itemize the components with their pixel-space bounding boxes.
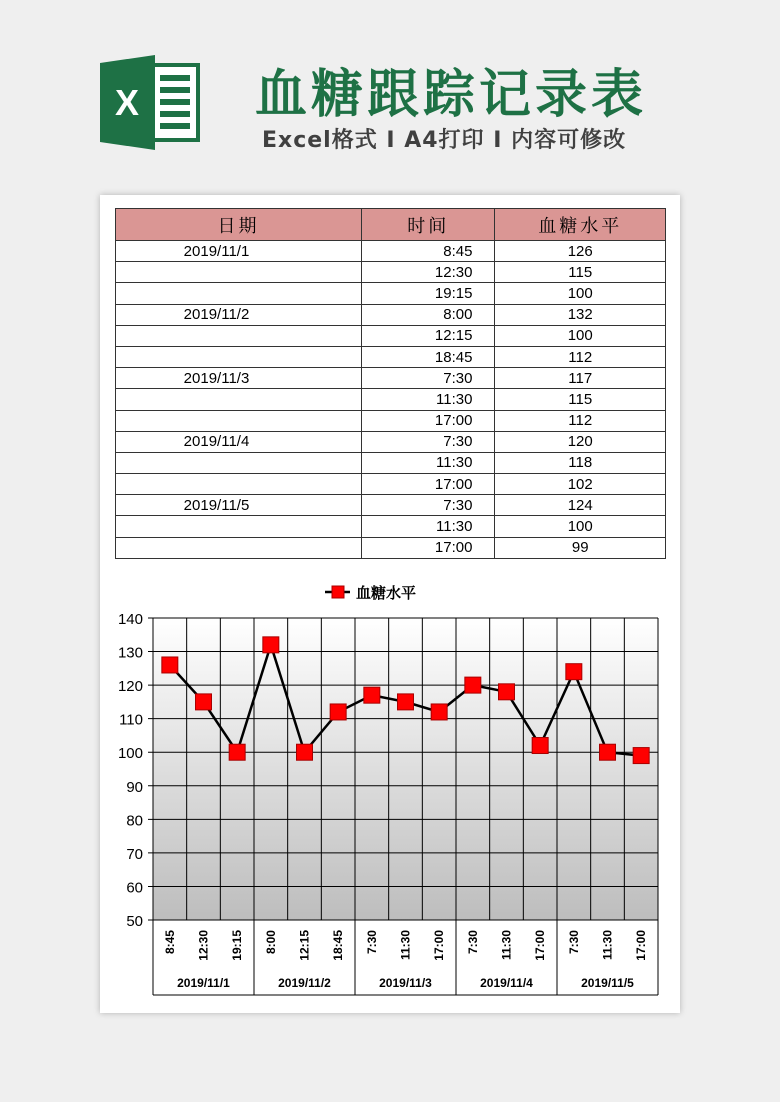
x-tick-label: 17:00 [533, 930, 548, 961]
page-subtitle: Excel格式 I A4打印 I 内容可修改 [262, 128, 627, 153]
data-point [499, 684, 515, 700]
time-cell[interactable]: 8:45 [361, 241, 494, 262]
legend-marker [332, 586, 344, 598]
level-cell[interactable]: 112 [495, 410, 666, 431]
time-cell[interactable]: 7:30 [361, 495, 494, 516]
level-cell[interactable]: 100 [495, 283, 666, 304]
data-point [431, 704, 447, 720]
time-cell[interactable]: 12:30 [361, 262, 494, 283]
date-cell[interactable] [116, 474, 362, 495]
x-group-label: 2019/11/5 [581, 976, 634, 990]
header-date: 日期 [116, 209, 362, 241]
x-tick-label: 11:30 [600, 930, 615, 961]
level-cell[interactable]: 100 [495, 325, 666, 346]
level-cell[interactable]: 117 [495, 368, 666, 389]
x-group-label: 2019/11/4 [480, 976, 533, 990]
time-cell[interactable]: 11:30 [361, 389, 494, 410]
header-time: 时间 [361, 209, 494, 241]
data-point [229, 744, 245, 760]
time-cell[interactable]: 7:30 [361, 431, 494, 452]
date-cell[interactable] [116, 325, 362, 346]
time-cell[interactable]: 19:15 [361, 283, 494, 304]
time-cell[interactable]: 17:00 [361, 474, 494, 495]
x-tick-label: 11:30 [398, 930, 413, 961]
data-point [162, 657, 178, 673]
data-point [532, 738, 548, 754]
table-row [116, 495, 666, 516]
data-point [364, 687, 380, 703]
table-row [116, 304, 666, 325]
table-row [116, 410, 666, 431]
spreadsheet-page [100, 195, 680, 1013]
x-tick-label: 12:15 [297, 930, 312, 961]
table-row [116, 537, 666, 558]
date-cell[interactable] [116, 283, 362, 304]
x-tick-label: 8:45 [162, 930, 177, 955]
x-tick-label: 17:00 [432, 930, 447, 961]
table-row [116, 474, 666, 495]
y-tick-label: 90 [126, 778, 143, 796]
data-point [330, 704, 346, 720]
level-cell[interactable]: 118 [495, 452, 666, 473]
data-point [398, 694, 414, 710]
x-tick-label: 12:30 [196, 930, 211, 961]
level-cell[interactable]: 132 [495, 304, 666, 325]
data-point [465, 677, 481, 693]
data-point [263, 637, 279, 653]
x-tick-label: 7:30 [364, 930, 379, 955]
y-tick-label: 100 [117, 745, 143, 763]
level-cell[interactable]: 124 [495, 495, 666, 516]
table-row [116, 389, 666, 410]
date-cell[interactable] [116, 389, 362, 410]
excel-logo-icon [100, 55, 200, 150]
x-tick-label: 7:30 [465, 930, 480, 955]
legend-label: 血糖水平 [356, 585, 417, 602]
table-row [116, 241, 666, 262]
data-point [566, 664, 582, 680]
x-tick-label: 7:30 [566, 930, 581, 955]
date-cell[interactable] [116, 537, 362, 558]
data-point [196, 694, 212, 710]
x-tick-label: 18:45 [331, 930, 346, 961]
header-level: 血糖水平 [495, 209, 666, 241]
date-cell[interactable] [116, 410, 362, 431]
x-group-label: 2019/11/3 [379, 976, 432, 990]
time-cell[interactable]: 11:30 [361, 516, 494, 537]
table-row [116, 325, 666, 346]
table-row [116, 452, 666, 473]
date-cell[interactable]: 2019/11/4 [116, 431, 362, 452]
date-cell[interactable] [116, 346, 362, 367]
level-cell[interactable]: 126 [495, 241, 666, 262]
table-row [116, 368, 666, 389]
table-row [116, 431, 666, 452]
time-cell[interactable]: 17:00 [361, 537, 494, 558]
table-row [116, 262, 666, 283]
table-row [116, 346, 666, 367]
time-cell[interactable]: 11:30 [361, 452, 494, 473]
y-tick-label: 140 [117, 611, 143, 628]
blood-sugar-chart [100, 575, 680, 1005]
y-tick-label: 130 [117, 644, 143, 662]
x-group-label: 2019/11/1 [177, 976, 230, 990]
y-tick-label: 70 [126, 845, 143, 863]
time-cell[interactable]: 17:00 [361, 410, 494, 431]
svg-text:X: X [114, 82, 140, 123]
date-cell[interactable]: 2019/11/2 [116, 304, 362, 325]
date-cell[interactable] [116, 262, 362, 283]
x-tick-label: 19:15 [230, 930, 245, 961]
blood-sugar-table [115, 208, 666, 559]
level-cell[interactable]: 115 [495, 262, 666, 283]
table-row [116, 283, 666, 304]
data-point [297, 744, 313, 760]
y-tick-label: 80 [126, 812, 143, 830]
date-cell[interactable]: 2019/11/3 [116, 368, 362, 389]
date-cell[interactable] [116, 516, 362, 537]
x-tick-label: 11:30 [499, 930, 514, 961]
level-cell[interactable]: 100 [495, 516, 666, 537]
level-cell[interactable]: 115 [495, 389, 666, 410]
time-cell[interactable]: 7:30 [361, 368, 494, 389]
x-tick-label: 8:00 [263, 930, 278, 955]
time-cell[interactable]: 12:15 [361, 325, 494, 346]
page-title: 血糖跟踪记录表 [255, 65, 648, 125]
level-cell[interactable]: 99 [495, 537, 666, 558]
level-cell[interactable]: 120 [495, 431, 666, 452]
y-tick-label: 60 [126, 879, 143, 897]
x-tick-label: 17:00 [634, 930, 649, 961]
level-cell[interactable]: 112 [495, 346, 666, 367]
y-tick-label: 50 [126, 913, 143, 930]
date-cell[interactable]: 2019/11/5 [116, 495, 362, 516]
y-tick-label: 120 [117, 678, 143, 696]
time-cell[interactable]: 8:00 [361, 304, 494, 325]
data-point [600, 744, 616, 760]
table-row [116, 516, 666, 537]
date-cell[interactable] [116, 452, 362, 473]
data-point [633, 748, 649, 764]
date-cell[interactable]: 2019/11/1 [116, 241, 362, 262]
time-cell[interactable]: 18:45 [361, 346, 494, 367]
y-tick-label: 110 [119, 711, 143, 729]
level-cell[interactable]: 102 [495, 474, 666, 495]
x-group-label: 2019/11/2 [278, 976, 331, 990]
